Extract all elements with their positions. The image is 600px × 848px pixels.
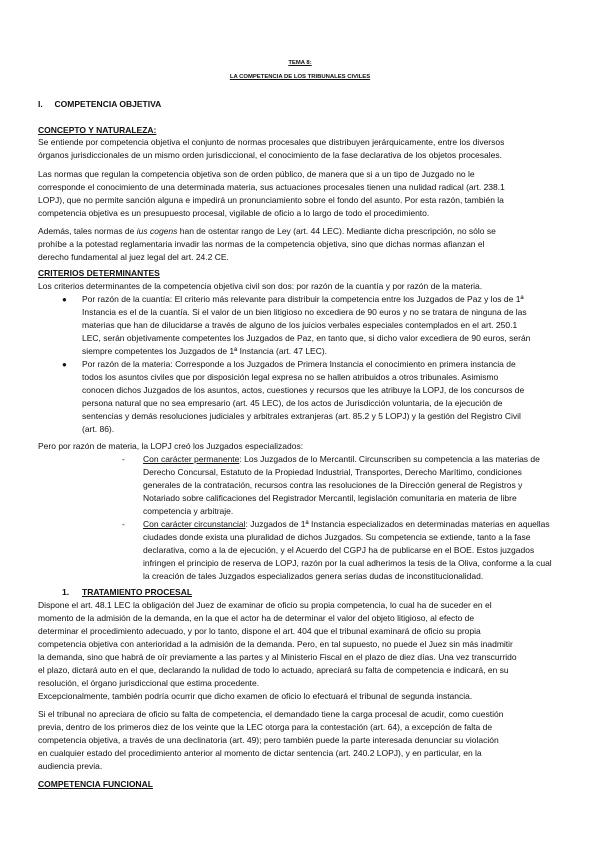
text-line: audiencia previa. [38,761,103,771]
heading-concepto: CONCEPTO Y NATURALEZA: [38,125,157,135]
text-line: determinar el procedimiento adecuado, y por lo tanto, dispone el art. 404 que el tribunal examinará de oficio su propia [38,626,481,636]
text-line: momento de la admisión de la demanda, en la que el actor ha de determinar el valor del objeto litigioso, al efecto de [38,613,475,623]
text-line: competencia objetiva, a través de una declinatoria (art. 49); pero también puede la parte interesada denunciar su violación [38,735,499,745]
heading-number: 1. [62,587,70,597]
label-permanente: Con carácter permanente [143,454,240,464]
document-title: LA COMPETENCIA DE LOS TRIBUNALES CIVILES [229,74,371,80]
text-line: Por razón de la materia: Corresponde a los Juzgados de Primera Instancia el conocimiento en primera instancia de [82,359,516,369]
bullet-icon: ● [62,360,67,369]
text-line: la creación de tales Juzgados especializados genera serias dudas de inconstitucionalidad. [143,571,484,581]
text-line: resolución, el órgano jurisdiccional que estima procedente. [38,678,260,688]
text-line: competencia objetiva es un presupuesto procesal, vigilable de oficio a lo largo de todo el procedimiento. [38,208,430,218]
text-line: Si el tribunal no apreciara de oficio su falta de competencia, el demandado tiene la carga procesal de acudir, como cuestión [38,709,504,719]
text-line: Las normas que regulan la competencia objetiva son de orden público, de manera que si a un tipo de Juzgado no le [38,169,475,179]
text-line: prohíbe a la potestad reglamentaria invadir las normas de la competencia objetiva, sino que dichas normas afianzan el [38,239,485,249]
text-line: LOPJ), que no permite sanción alguna e impedirá un pronunciamiento sobre el fondo del asunto. Por esta razón, también la [38,195,504,205]
text-line: infringen el principio de reserva de LOPJ, razón por la cual adherimos la tesis de la Oliva, conforme a la cual [143,558,552,568]
text-line: (art. 86). [82,424,115,434]
text-line: Se entiende por competencia objetiva el conjunto de normas procesales que distribuyen jerárquicamente, entre los diversos [38,137,505,147]
text-span: : Los Juzgados de lo Mercantil. Circunscriben su competencia a las materias de [239,454,540,464]
text-line: previa, dentro de los primeros diez de los veinte que la LEC otorga para la contestación (art. 64), a excepción de falta de [38,722,493,732]
text-line: Derecho Concursal, Estatuto de la Propiedad Industrial, Transportes, Derecho Marítimo, condiciones [143,467,522,477]
heading-criterios: CRITERIOS DETERMINANTES [38,268,160,278]
text-line: generales de la contratación, recursos contra las resoluciones de la Dirección general de Registros y [143,480,523,490]
text-line: persona natural que no sea empresario (art. 45 LEC), de los actos de Jurisdicción voluntaria, de la ejecución de [82,398,503,408]
italic-term: ius cogens [136,226,178,236]
text-line: LEC, serán objetivamente competentes los Juzgados de Paz, en tanto que, si dicho valor excediera de 90 euros, serán [82,333,531,343]
text-line: Notariado sobre calificaciones del Registrador Mercantil, legislación comunitaria en materia de libre [143,493,517,503]
text-line: corresponde el conocimiento de una determinada materia, sus actuaciones procesales tienen una nulidad radical (art. 238.1 [38,182,505,192]
text-span: han de ostentar rango de Ley (art. 44 LEC). Mediante dicha prescripción, no sólo se [177,226,496,236]
text-line [143,518,550,532]
text-line: ciudades donde exista una pluralidad de dichos Juzgados. Su competencia se extiende, tanto a la fase [143,532,531,542]
heading-text: TRATAMIENTO PROCESAL [82,587,193,597]
text-line: materias que han de dilucidarse a través de alguno de los juicios verbales especiales contemplados en el art. 250.1 [82,320,518,330]
text-line: todos los asuntos civiles que por disposición legal expresa no se hallen atribuidos a otros tribunales. Asimismo [82,372,499,382]
label-circunstancial: Con carácter circunstancial [143,519,246,529]
text-line: la demanda, sino que habrá de oír previamente a las partes y al Ministerio Fiscal en el plazo de diez días. Una vez transcurrido [38,652,517,662]
dash-marker: - [122,519,125,529]
text-line: competencia objetiva con anterioridad a la admisión de la demanda. Pero, en tal supuesto, no puede el Juez sin más inadmitir [38,639,513,649]
text-line: Por razón de la cuantía: El criterio más relevante para distribuir la competencia entre los Juzgados de Paz y los de 1ª [82,294,524,304]
text-line: Excepcionalmente, también podría ocurrir que dicho examen de oficio lo efectuará el tribunal de segunda instancia. [38,691,473,701]
section-heading-competencia-objetiva: I. COMPETENCIA OBJETIVA [38,99,162,109]
text-span: : Juzgados de 1ª Instancia especializados en determinadas materias en aquellas [245,519,550,529]
text-line: en cualquier estado del procedimiento anterior al momento de dictar sentencia (art. 240.2 LOPJ), y en particular, en la [38,748,482,758]
paragraph-especializados: Pero por razón de materia, la LOPJ creó los Juzgados especializados: [38,441,304,451]
text-line: competencia y arbitraje. [143,506,234,516]
text-line: derecho fundamental al juez legal del art. 24.2 CE. [38,252,229,262]
text-line [143,453,540,467]
bullet-icon: ● [62,295,67,304]
text-line: órganos jurisdiccionales de un mismo orden jurisdiccional, el conocimiento de la fase declarativa de los objetos procesales. [38,150,502,160]
paragraph-criterios: Los criterios determinantes de la competencia objetiva civil son dos: por razón de la cuantía y por razón de la materia. [38,281,483,291]
dash-marker: - [122,454,125,464]
heading-competencia-funcional: COMPETENCIA FUNCIONAL [38,779,153,789]
text-line: declarativa, como a la de ejecución, y el Acuerdo del CGPJ ha de publicarse en el BOE. Estos juzgados [143,545,535,555]
text-line: Instancia es el de la cuantía. Si el valor de un bien litigioso no excediera de 90 euros y no se tratara de ninguna de las [82,307,527,317]
text-line: Dispone el art. 48.1 LEC la obligación del Juez de examinar de oficio su propia competencia, lo cual ha de suceder en el [38,600,492,610]
text-line [38,225,496,239]
tema-heading: TEMA 8: [288,60,312,66]
text-line: conocen dichos Juzgados de los asuntos, actos, cuestiones y recursos que les atribuye la LOPJ, de los concursos de [82,385,525,395]
text-span: Además, tales normas de [38,226,137,236]
text-line: siempre competentes los Juzgados de 1ª Instancia (art. 47 LEC). [82,346,328,356]
text-line: el plazo, dictará auto en el que, declarando la nulidad de todo lo actuado, apreciará su falta de competencia e indicará, en su [38,665,509,675]
text-line: sentencias y demás resoluciones judiciales y arbitrales extranjeras (art. 85.2 y 5 LOPJ) y la gestión del Registro Civil [82,411,521,421]
